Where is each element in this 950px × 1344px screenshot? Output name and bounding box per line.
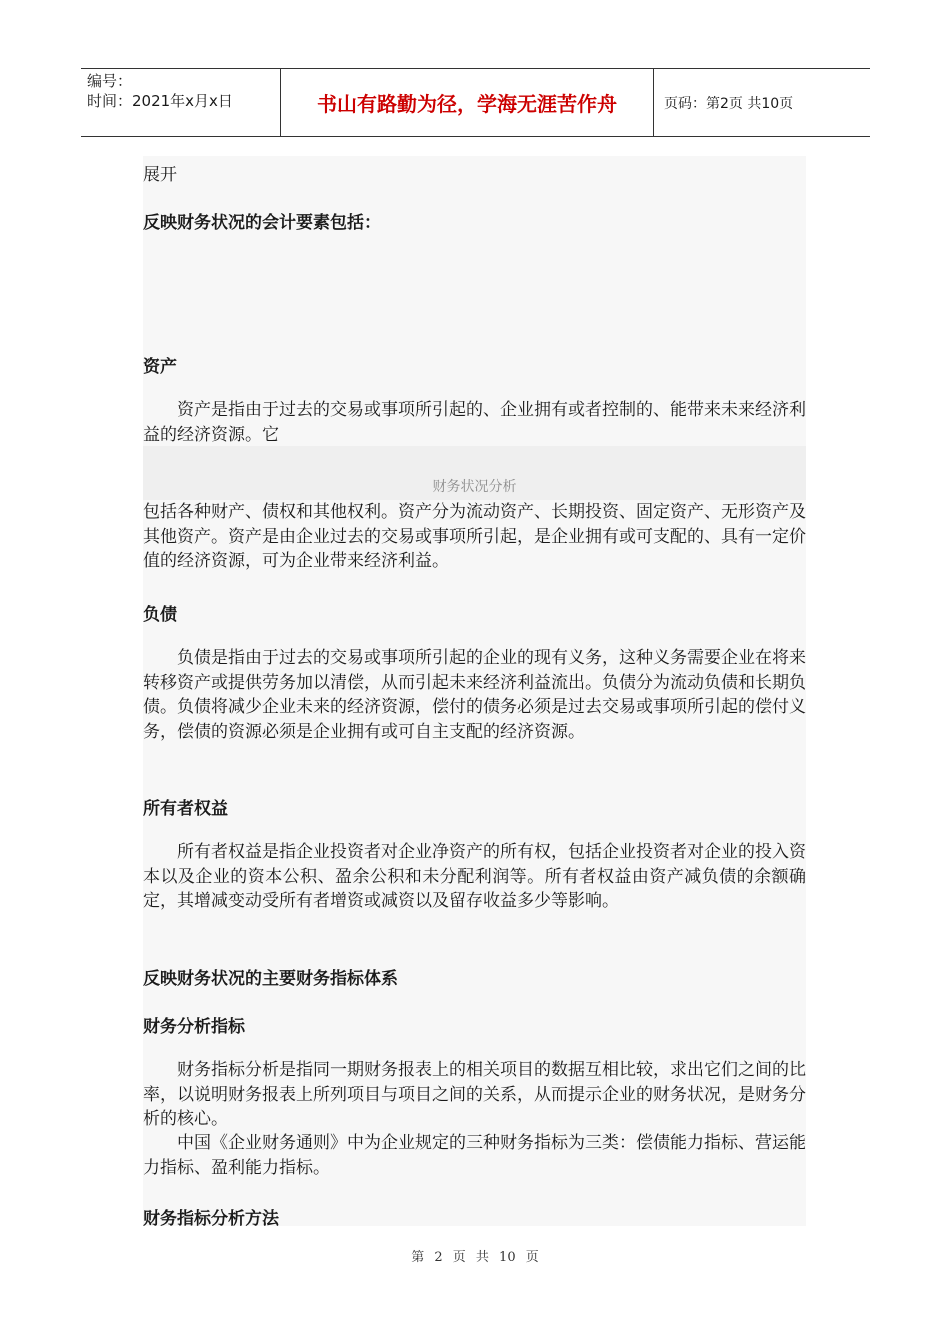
assets-paragraph-2: 包括各种财产、债权和其他权利。资产分为流动资产、长期投资、固定资产、无形资产及其他资产。资产是由企业过去的交易或事项所引起，是企业拥有或可支配的、具有一定价值的经济资源，可为企业带来经济利益。	[143, 502, 806, 571]
equity-paragraph: 所有者权益是指企业投资者对企业净资产的所有权，包括企业投资者对企业的投入资本以及企业的资本公积、盈余公积和未分配利润等。所有者权益由资产减负债的余额确定，其增减变动受所有者增资或减资以及留存收益多少等影响。	[143, 842, 806, 911]
watermark-text: 财务状况分析	[432, 479, 517, 495]
heading-accounting-elements: 反映财务状况的会计要素包括：	[143, 213, 381, 233]
document-body	[143, 156, 806, 1229]
liabilities-paragraph: 负债是指由于过去的交易或事项所引起的企业的现有义务，这种义务需要企业在将来转移资产或提供劳务加以清偿，从而引起未来经济利益流出。负债分为流动负债和长期负债。负债将减少企业未来的经济资源，偿付的债务必须是过去交易或事项所引起的偿付义务，偿债的资源必须是企业拥有或可自主支配的经济资源。	[143, 648, 806, 742]
header-page-info: 页码：第2页 共10页	[664, 95, 794, 112]
assets-paragraph-1: 资产是指由于过去的交易或事项所引起的、企业拥有或者控制的、能带来未来经济利益的经济资源。它	[143, 400, 806, 445]
page-header	[81, 68, 870, 137]
heading-analysis-methods: 财务指标分析方法	[143, 1209, 279, 1229]
indicators-paragraph-2: 中国《企业财务通则》中为企业规定的三种财务指标为三类：偿债能力指标、营运能力指标、盈利能力指标。	[143, 1133, 806, 1178]
header-meta	[81, 69, 281, 136]
heading-indicator-system: 反映财务状况的主要财务指标体系	[143, 969, 398, 989]
header-motto: 书山有路勤为径，学海无涯苦作舟	[281, 69, 654, 136]
expand-text: 展开	[143, 165, 177, 185]
heading-financial-indicators: 财务分析指标	[143, 1017, 245, 1037]
page-footer: 第 2 页 共 10 页	[411, 1250, 539, 1265]
document-date: 时间：2021年x月x日	[87, 92, 233, 110]
heading-owners-equity: 所有者权益	[143, 799, 228, 819]
heading-assets: 资产	[143, 357, 177, 377]
indicators-paragraph-1: 财务指标分析是指同一期财务报表上的相关项目的数据互相比较，求出它们之间的比率，以说明财务报表上所列项目与项目之间的关系，从而提示企业的财务状况，是财务分析的核心。	[143, 1060, 806, 1129]
heading-liabilities: 负债	[143, 605, 177, 625]
document-number-label: 编号：	[87, 72, 133, 90]
